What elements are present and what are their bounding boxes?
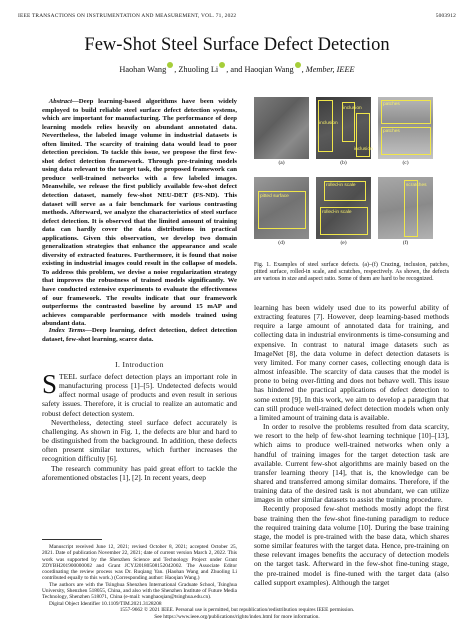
box-label: inclusion bbox=[354, 147, 373, 152]
copyright-line: 1557-9662 © 2021 IEEE. Personal use is permitted, but republication/redistribution requires IEEE permission. bbox=[119, 607, 355, 613]
intro-para-2: Nevertheless, detecting steel surface defect accurately is challenging. As shown in Fig. 1, the defects are blur and hard to be distinguished from the background. In addition, these defects often present similar textures, which further increases the recognition difficulty [6]. bbox=[42, 417, 237, 464]
footnote-rule bbox=[42, 539, 102, 540]
author-2: , Zhuoling Li bbox=[174, 64, 219, 74]
author-3: , and Haoqian Wang bbox=[226, 64, 294, 74]
author-1: Haohan Wang bbox=[119, 64, 167, 74]
index-terms-label: Index Terms— bbox=[48, 327, 92, 334]
intro-continued bbox=[254, 303, 449, 587]
panel-letter: (c) bbox=[402, 160, 409, 166]
footnote-manuscript: Manuscript received June 12, 2021; revised October 8, 2021; accepted October 25, 2021. Date of publication November 22, 2021; date of current version March 2, 2022. This work was supported by the Shenzhen Science and Technology Project under Grant ZDYBH201900000002 and Grant JCYJ20180508152042002. The Associate Editor coordinating the review process was Dr. Ruqiang Yan. (Haohan Wang and Zhuoling Li contributed equally to this work.) (Corresponding author: Haoqian Wang.) bbox=[42, 544, 237, 582]
box-label: patches bbox=[383, 102, 400, 107]
defect-image-crazing bbox=[254, 97, 309, 159]
section-heading: I. Introduction bbox=[115, 360, 164, 369]
defect-image-patches bbox=[378, 97, 433, 159]
defect-image-inclusion bbox=[316, 97, 371, 159]
index-terms bbox=[42, 327, 237, 344]
page-footer bbox=[0, 607, 474, 621]
right-para-3: Recently proposed few-shot methods mostly adopt the first base training then the few-shot fine-tuning paradigm to reduce the required training data volume [10]. During the base training stage, the model is pre-trained with the base data, which shares some similar features with the target data. Hence, pre-training on these relevant images benefits the accuracy of detection models on the target task. Afterward in the few-shot fine-tuning stage, the pre-trained model is fine-tuned with the target data (also called support examples). Although the target bbox=[254, 504, 449, 587]
article-number: 5003912 bbox=[435, 13, 456, 19]
intro-para-1: TEEL surface defect detection plays an important role in manufacturing process [1]–[5]. Undetected defects would affect normal usage of products and even result in serious safety issues. Therefore, it is crucial to realize an automatic and robust defect detection system. bbox=[42, 372, 237, 418]
box-label: patches bbox=[383, 129, 400, 134]
footnote-doi: Digital Object Identifier 10.1109/TIM.2021.3128208 bbox=[49, 600, 162, 607]
box-label: pitted surface bbox=[260, 194, 289, 199]
box-label: scratches bbox=[406, 183, 427, 188]
panel-letter: (f) bbox=[402, 240, 409, 246]
introduction bbox=[42, 369, 237, 482]
figure-caption: Fig. 1. Examples of steel surface defects. (a)–(f) Crazing, inclusion, patches, pitted surface, rolled-in scale, and scratches, respectively. As shown, the defects are various in size and aspect ratio. Some of them are hard to be recognized. bbox=[254, 262, 449, 283]
member-title: , Member, IEEE bbox=[301, 64, 355, 74]
index-terms-text: Deep learning, defect detection, defect detection dataset, few-shot learning, scarce data. bbox=[42, 327, 237, 343]
box-label: inclusion bbox=[319, 121, 338, 126]
permissions-link[interactable]: See https://www.ieee.org/publications/rights/index.html for more information. bbox=[154, 613, 320, 620]
box-label: rolled-in scale bbox=[322, 210, 352, 215]
defect-image-rolled-in-scale bbox=[316, 177, 371, 239]
bounding-box bbox=[404, 180, 418, 237]
running-header bbox=[18, 13, 456, 19]
drop-cap: S bbox=[42, 369, 58, 399]
bounding-box bbox=[318, 100, 333, 152]
panel-letter: (e) bbox=[340, 240, 347, 246]
author-line bbox=[0, 62, 474, 74]
intro-para-3: The research community has paid great effort to tackle the aforementioned obstacles [1], [2]. In recent years, deep bbox=[42, 463, 237, 482]
defect-image-scratches bbox=[378, 177, 433, 239]
abstract bbox=[42, 98, 237, 329]
figure-1 bbox=[254, 97, 436, 257]
box-label: rolled-in scale bbox=[326, 183, 356, 188]
footnotes bbox=[42, 544, 237, 607]
footnote-affiliation: The authors are with the Tsinghua Shenzhen International Graduate School, Tsinghua University, Shenzhen 518055, China, and also with the Shenzhen Institute of Future Media Technology, Shenzhen 518071, China (e-mail: wanghaoqian@tsinghua.edu.cn). bbox=[42, 581, 237, 601]
right-para-2: In order to resolve the problems resulted from data scarcity, we resort to the help of few-shot learning technique [10]–[13], which aims to produce well-trained networks when only a handful of training images for the target detection task are available. Current few-shot algorithms are mainly based on the transfer learning theory [14], that is, the knowledge can be shared and transferred among similar domains. Therefore, if the training data of the desired task is not abundant, we can utilize images in other similar datasets to assist the training procedure. bbox=[254, 422, 449, 505]
box-label: inclusion bbox=[343, 106, 362, 111]
defect-image-pitted-surface bbox=[254, 177, 309, 239]
panel-letter: (d) bbox=[278, 240, 285, 246]
right-para-1: learning has been widely used due to its powerful ability of extracting features [7]. However, deep learning-based methods require a large amount of annotated data for training, and collecting data in industrial environments is time-consuming and expensive. In contrast to natural image datasets such as ImageNet [8], the data volume in defect detection datasets is very limited. For many corner cases, collecting enough data is almost infeasible. The scarcity of data causes that the model is prone to being over-fitting and does not behave well. This issue has hindered the practical applications of defect detection to some extent [9]. In this work, we aim to develop a paradigm that can still produce well-trained defect detection models when only a limited amount of training data is available. bbox=[254, 303, 449, 422]
orcid-icon[interactable] bbox=[295, 62, 301, 68]
paper-title: Few-Shot Steel Surface Defect Detection bbox=[84, 35, 390, 55]
abstract-text: Deep learning-based algorithms have been widely employed to build reliable steel surface defect detection systems, which are important for manufacturing. The performance of deep learning models relies heavily on abundant annotated data. Nevertheless, the labeled image volume in industrial datasets is often limited. The scarcity of training data would lead to poor detection precision. To tackle this issue, we propose the first few-shot defect detection framework. Through pre-training models using data relevant to the target task, the proposed framework can produce well-trained networks with a few labeled images. Meanwhile, we release the first publicly available few-shot defect detection dataset, namely few-shot NEU-DET (FS-ND). This dataset will serve as a fair benchmark for various contrasting methods. Afterward, we analyze the characteristics of steel surface defect detection. It is observed that the limited amount of training data can hardly cover the data distributions in practical applications. Given this observation, we develop two domain generalization strategies that enhance the appearance and scale diversity of extracted features. Furthermore, it is found that noise existing in industrial images could result in the collapse of models. To address this problem, we devise a noise regularization strategy that improves the robustness of trained models significantly. We have conducted extensive experiments to evaluate the effectiveness of our framework. The results indicate that our framework outperforms the contrasted baseline by around 15 mAP and achieves comparable performance with models trained using abundant data. bbox=[42, 98, 237, 328]
panel-letter: (a) bbox=[278, 160, 285, 166]
journal-name: IEEE TRANSACTIONS ON INSTRUMENTATION AND MEASUREMENT, VOL. 71, 2022 bbox=[18, 13, 237, 19]
panel-letter: (b) bbox=[340, 160, 347, 166]
abstract-label: Abstract— bbox=[48, 98, 79, 105]
orcid-icon[interactable] bbox=[219, 62, 225, 68]
orcid-icon[interactable] bbox=[167, 62, 173, 68]
